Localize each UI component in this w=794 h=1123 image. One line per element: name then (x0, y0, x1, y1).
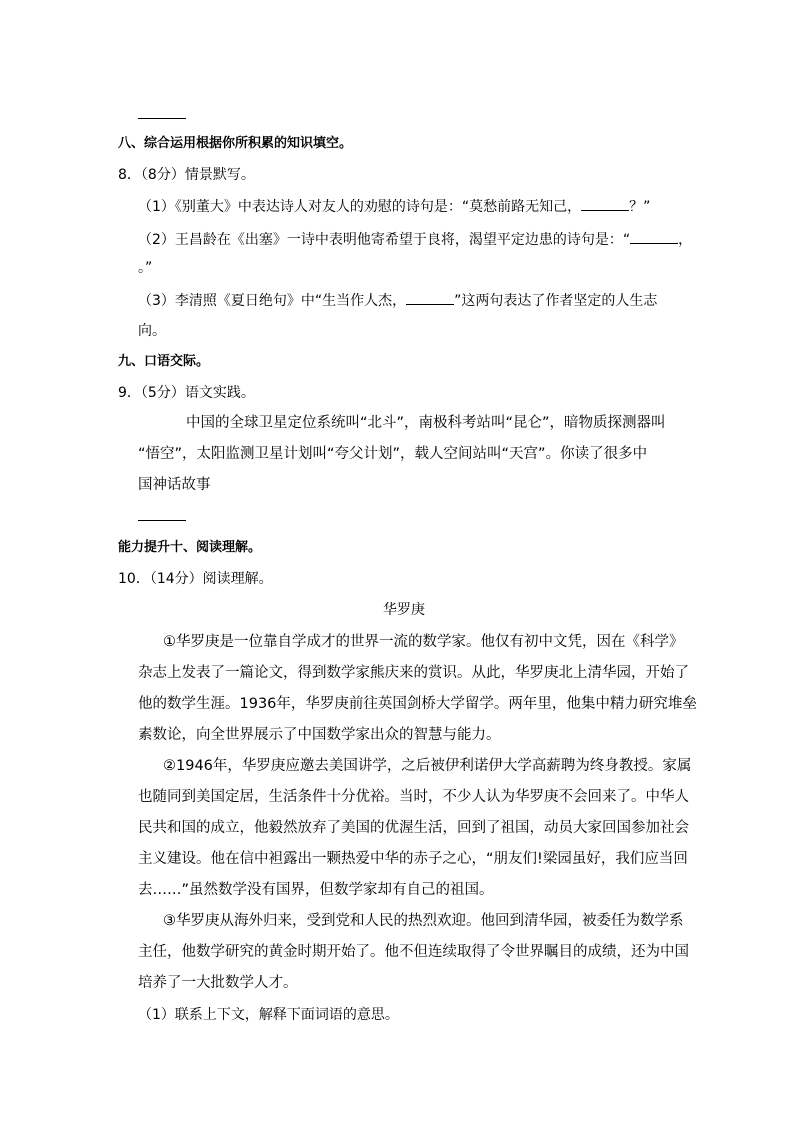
q8-item2-comma: ， (678, 232, 693, 248)
blank-line (138, 104, 186, 119)
q8-item1-text: （1）《别董大》中表达诗人对友人的劝慰的诗句是：“莫愁前路无知己， (138, 199, 582, 215)
question-9-para-line-3: 国神话故事 (138, 477, 211, 493)
question-8-item-3 (138, 290, 657, 311)
passage-para1-line-1: ①华罗庚是一位靠自学成才的世界一流的数学家。他仅有初中文凭，因在《科学》 (163, 634, 684, 650)
question-8-item-2-cont: 。” (138, 260, 153, 276)
question-8-item-2 (138, 229, 692, 250)
passage-para1-line-2: 杂志上发表了一篇论文，得到数学家熊庆来的赏识。从此，华罗庚北上清华园，开始了 (138, 665, 689, 681)
blank-line (138, 506, 186, 521)
question-8-item-1 (138, 196, 650, 217)
passage-para2-line-5: 去……”虽然数学没有国界，但数学家却有自己的祖国。 (138, 882, 494, 898)
passage-para3-line-1: ③华罗庚从海外归来，受到党和人民的热烈欢迎。他回到清华园，被委任为数学系 (163, 913, 684, 929)
q8-item3-blank[interactable] (406, 290, 454, 305)
section-9-heading: 九、口语交际。 (118, 354, 210, 369)
passage-para3-line-3: 培养了一大批数学人才。 (138, 975, 298, 991)
passage-para1-line-4: 素数论，向全世界展示了中国数学家出众的智慧与能力。 (138, 727, 501, 743)
question-9-para-line-1: 中国的全球卫星定位系统叫“北斗”，南极科考站叫“昆仑”，暗物质探测器叫 (186, 415, 666, 431)
passage-para2-line-3: 民共和国的成立，他毅然放弃了美国的优渥生活，回到了祖国，动员大家回国参加社会 (138, 820, 689, 836)
q8-item2-blank[interactable] (630, 229, 678, 244)
q8-item2-text: （2）王昌龄在《出塞》一诗中表明他寄希望于良将，渴望平定边患的诗句是：“ (138, 232, 631, 248)
answer-blank-q9[interactable] (138, 506, 186, 527)
passage-para3-line-2: 主任，他数学研究的黄金时期开始了。他不但连续取得了令世界瞩目的成绩，还为中国 (138, 944, 689, 960)
passage-title: 华罗庚 (383, 602, 425, 618)
passage-para2-line-4: 主义建设。他在信中袒露出一颗热爱中华的赤子之心，“朋友们!梁园虽好，我们应当回 (138, 851, 688, 867)
question-10-stem: 10．（14分）阅读理解。 (118, 571, 273, 587)
answer-blank-top[interactable] (138, 104, 186, 125)
passage-para2-line-2: 也随同到美国定居，生活条件十分优裕。当时，不少人认为华罗庚不会回来了。中华人 (138, 789, 689, 805)
question-8-stem: 8．（8分）情景默写。 (118, 167, 255, 183)
section-10-heading: 能力提升十、阅读理解。 (118, 540, 262, 555)
question-10-sub-1: （1）联系上下文，解释下面词语的意思。 (138, 1007, 399, 1023)
passage-para2-line-1: ②1946年，华罗庚应邀去美国讲学，之后被伊利诺伊大学高薪聘为终身教授。家属 (163, 758, 692, 774)
question-8-item-3-cont: 向。 (138, 323, 166, 339)
q8-item3-text: （3）李清照《夏日绝句》中“生当作人杰， (138, 293, 407, 309)
question-9-para-line-2: “悟空”，太阳监测卫星计划叫“夸父计划”，载人空间站叫“天宫”。你读了很多中 (138, 446, 648, 462)
question-9-stem: 9．（5分）语文实践。 (118, 385, 255, 401)
passage-para1-line-3: 他的数学生涯。1936年，华罗庚前往英国剑桥大学留学。两年里，他集中精力研究堆垒 (138, 696, 697, 712)
q8-item1-blank[interactable] (581, 196, 629, 211)
section-8-heading: 八、综合运用根据你所积累的知识填空。 (118, 136, 353, 151)
q8-item3-text-b: ”这两句表达了作者坚定的人生志 (454, 293, 658, 309)
q8-item1-end: ？” (629, 199, 651, 215)
